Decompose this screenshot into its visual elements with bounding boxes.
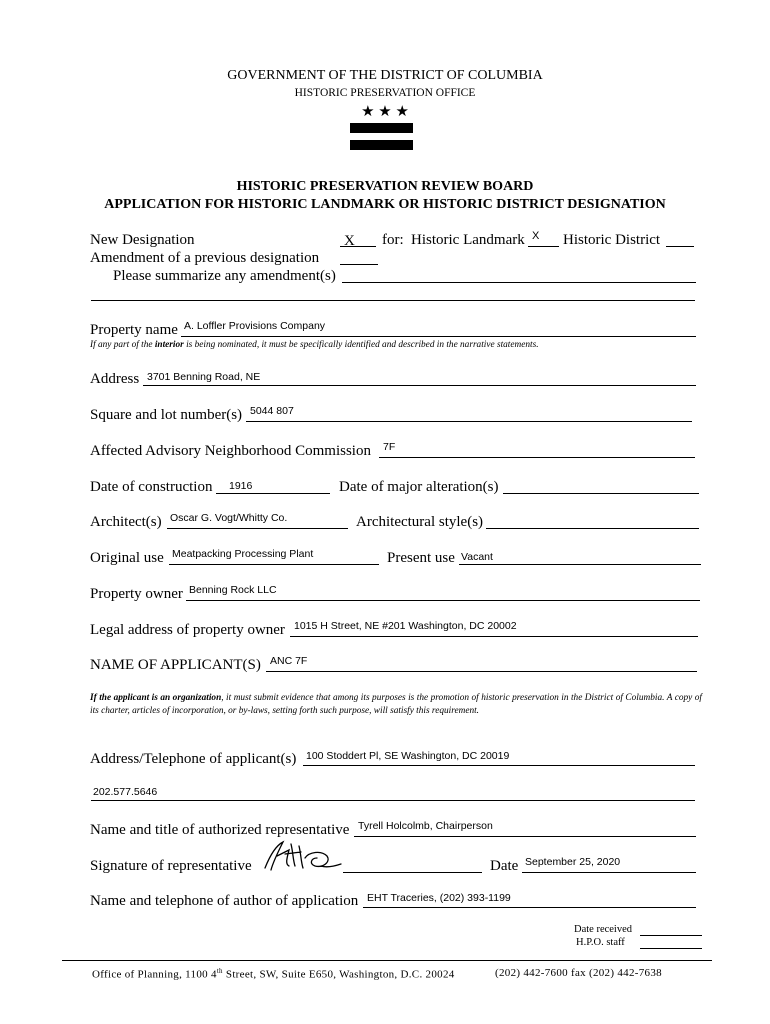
signature-label: Signature of representative bbox=[90, 858, 252, 874]
footer-phone: (202) 442-7600 fax (202) 442-7638 bbox=[495, 967, 662, 979]
property-owner-label: Property owner bbox=[90, 586, 183, 602]
amendment-field[interactable] bbox=[340, 264, 378, 265]
representative-value[interactable]: Tyrell Holcolmb, Chairperson bbox=[358, 820, 493, 832]
historic-district-field[interactable] bbox=[666, 246, 694, 247]
architect-value[interactable]: Oscar G. Vogt/Whitty Co. bbox=[170, 512, 288, 524]
footer-address: Office of Planning, 1100 4th Street, SW, Suite E650, Washington, D.C. 20024 bbox=[92, 967, 455, 981]
summary-field-line2[interactable] bbox=[91, 300, 695, 301]
handwritten-signature bbox=[255, 836, 347, 876]
date-label: Date bbox=[490, 858, 519, 874]
new-designation-label: New Designation bbox=[90, 232, 195, 248]
architect-label: Architect(s) bbox=[90, 514, 162, 530]
address-value[interactable]: 3701 Benning Road, NE bbox=[147, 371, 261, 383]
legal-address-value[interactable]: 1015 H Street, NE #201 Washington, DC 20002 bbox=[294, 620, 517, 632]
date-received-label: Date received bbox=[574, 924, 633, 935]
date-received-field[interactable] bbox=[640, 935, 702, 936]
organization-note: If the applicant is an organization, it must submit evidence that among its purposes is the promotion of historic preservation in the District of Columbia. A copy of its charter, articles of incorporation, or by-laws, setting forth such purpose, will satisfy this requirement. bbox=[90, 693, 702, 716]
for-label: for: bbox=[382, 232, 404, 248]
application-title: APPLICATION FOR HISTORIC LANDMARK OR HISTORIC DISTRICT DESIGNATION bbox=[104, 197, 666, 212]
summary-field[interactable] bbox=[342, 282, 696, 283]
historic-district-label: Historic District bbox=[563, 232, 661, 248]
property-owner-value[interactable]: Benning Rock LLC bbox=[189, 584, 277, 596]
summarize-label: Please summarize any amendment(s) bbox=[113, 268, 336, 284]
construction-date-label: Date of construction bbox=[90, 479, 213, 495]
alteration-date-field[interactable] bbox=[503, 493, 699, 494]
square-lot-label: Square and lot number(s) bbox=[90, 407, 243, 423]
applicant-address-value[interactable]: 100 Stoddert Pl, SE Washington, DC 20019 bbox=[306, 750, 510, 762]
anc-value[interactable]: 7F bbox=[383, 441, 396, 453]
amendment-label: Amendment of a previous designation bbox=[90, 250, 320, 266]
applicant-name-value[interactable]: ANC 7F bbox=[270, 655, 308, 667]
present-use-value[interactable]: Vacant bbox=[461, 551, 493, 563]
applicant-address-label: Address/Telephone of applicant(s) bbox=[90, 751, 297, 767]
applicant-name-label: NAME OF APPLICANT(S) bbox=[90, 657, 261, 673]
dc-flag-stars: ★ ★ ★ bbox=[361, 104, 409, 120]
alteration-date-label: Date of major alteration(s) bbox=[339, 479, 499, 495]
flag-bar-top bbox=[350, 123, 413, 133]
representative-label: Name and title of authorized representative bbox=[90, 822, 350, 838]
legal-address-label: Legal address of property owner bbox=[90, 622, 285, 638]
flag-bar-bottom bbox=[350, 140, 413, 150]
anc-label: Affected Advisory Neighborhood Commission bbox=[90, 443, 371, 459]
historic-landmark-mark[interactable]: X bbox=[532, 230, 540, 242]
construction-date-value[interactable]: 1916 bbox=[229, 480, 253, 492]
signature-field[interactable] bbox=[343, 872, 482, 873]
office-heading: HISTORIC PRESERVATION OFFICE bbox=[294, 87, 476, 99]
applicant-phone-value[interactable]: 202.577.5646 bbox=[93, 786, 158, 798]
property-name-value[interactable]: A. Loffler Provisions Company bbox=[184, 320, 326, 332]
new-designation-mark[interactable]: X bbox=[344, 233, 355, 249]
historic-landmark-label: Historic Landmark bbox=[411, 232, 525, 248]
present-use-label: Present use bbox=[387, 550, 455, 566]
original-use-value[interactable]: Meatpacking Processing Plant bbox=[172, 548, 314, 560]
original-use-label: Original use bbox=[90, 550, 164, 566]
square-lot-value[interactable]: 5044 807 bbox=[250, 405, 294, 417]
property-name-label: Property name bbox=[90, 322, 178, 338]
interior-note: If any part of the interior is being nominated, it must be specifically identified and described in the narrative statements. bbox=[90, 340, 539, 350]
date-value[interactable]: September 25, 2020 bbox=[525, 856, 621, 868]
architectural-style-field[interactable] bbox=[486, 528, 699, 529]
author-value[interactable]: EHT Traceries, (202) 393-1199 bbox=[367, 892, 511, 904]
footer-divider bbox=[62, 960, 712, 961]
board-title: HISTORIC PRESERVATION REVIEW BOARD bbox=[236, 179, 534, 194]
hpo-staff-field[interactable] bbox=[640, 948, 702, 949]
government-heading: GOVERNMENT OF THE DISTRICT OF COLUMBIA bbox=[227, 68, 543, 83]
author-label: Name and telephone of author of application bbox=[90, 893, 359, 909]
address-label: Address bbox=[90, 371, 140, 387]
architectural-style-label: Architectural style(s) bbox=[356, 514, 484, 530]
hpo-staff-label: H.P.O. staff bbox=[576, 937, 625, 948]
